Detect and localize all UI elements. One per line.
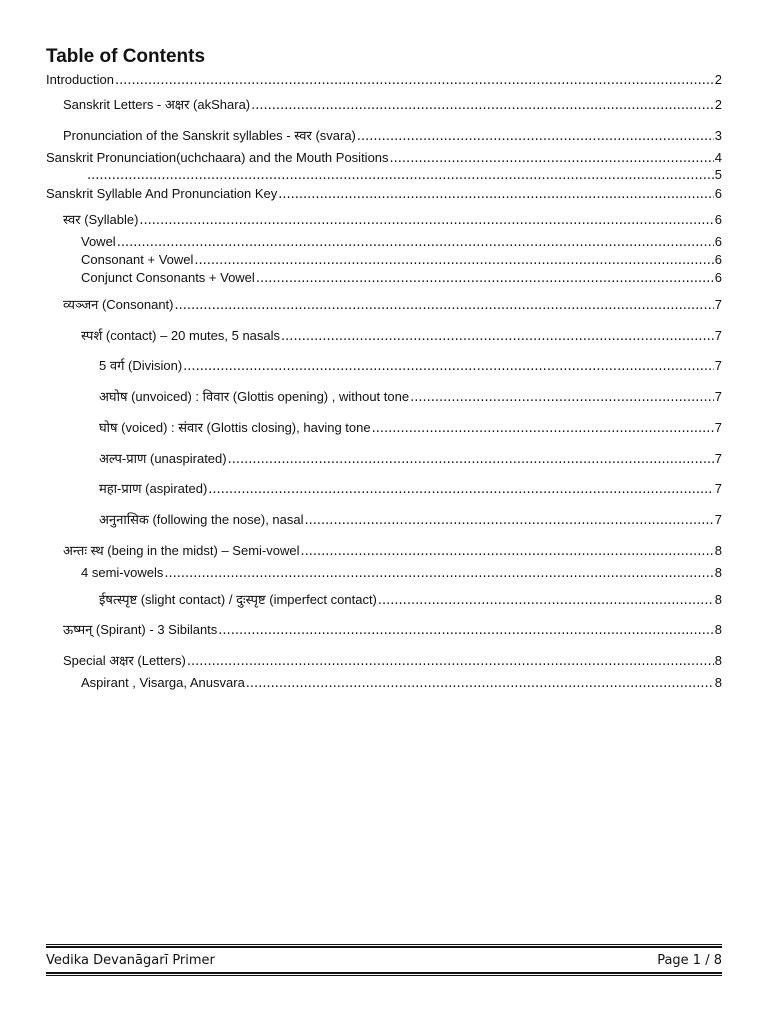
toc-entry-maha-prana[interactable] <box>0 481 722 496</box>
toc-page-number: 7 <box>714 297 722 312</box>
toc-entry-aghosha-unvoiced[interactable] <box>0 389 722 404</box>
toc-page-number: 6 <box>714 234 722 249</box>
toc-entry-label: स्पर्श (contact) – 20 mutes, 5 nasals <box>81 328 281 343</box>
toc-entry-label: ईषत्स्पृष्ट (slight contact) / दुःस्पृष्ट (imperfect contact) <box>99 592 377 607</box>
toc-page-number: 7 <box>714 328 722 343</box>
toc-entry-label: Sanskrit Pronunciation(uchchaara) and the Mouth Positions <box>46 150 389 165</box>
toc-page-number: 8 <box>714 543 722 558</box>
toc-entry-label: Aspirant , Visarga, Anusvara <box>81 675 245 690</box>
toc-entry-label: Consonant + Vowel <box>81 252 194 267</box>
toc-entry-special-letters[interactable] <box>0 653 722 668</box>
dot-leader <box>246 676 714 691</box>
toc-entry-sparsha-contact[interactable] <box>0 328 722 343</box>
toc-entry-pronunciation-mouth-positions[interactable] <box>0 150 722 165</box>
toc-page-number: 2 <box>714 72 722 87</box>
toc-entry-vowel[interactable] <box>0 234 722 249</box>
toc-entry-label: अन्तः स्थ (being in the midst) – Semi-vowel <box>63 543 300 558</box>
dot-leader <box>372 421 714 436</box>
toc-page-number: 3 <box>714 128 722 143</box>
toc-page-number: 6 <box>714 186 722 201</box>
toc-entry-consonant-vowel[interactable] <box>0 252 722 267</box>
footer-bottom-rule <box>46 972 722 976</box>
toc-page-number: 8 <box>714 592 722 607</box>
toc-entry-label: Special अक्षर (Letters) <box>63 653 186 668</box>
dot-leader <box>278 187 714 202</box>
toc-page-number: 7 <box>714 358 722 373</box>
dot-leader <box>183 359 714 374</box>
toc-entry-aspirant-visarga-anusvara[interactable] <box>0 675 722 690</box>
toc-entry-label: Sanskrit Letters - अक्षर (akShara) <box>63 97 251 112</box>
toc-entry-label: ऊष्मन् (Spirant) - 3 Sibilants <box>63 622 218 637</box>
toc-entry-label: स्वर (Syllable) <box>63 212 139 227</box>
toc-entry-anunasika-nasal[interactable] <box>0 512 722 527</box>
toc-page-number: 5 <box>714 167 722 182</box>
dot-leader <box>357 129 714 144</box>
dot-leader <box>175 298 714 313</box>
toc-entry-label: महा-प्राण (aspirated) <box>99 481 208 496</box>
dot-leader <box>139 213 713 228</box>
toc-entry-syllable-pronunciation-key[interactable] <box>0 186 722 201</box>
toc-entry-sanskrit-letters[interactable] <box>0 97 722 112</box>
dot-leader <box>410 390 714 405</box>
toc-entry-ishat-sprishta[interactable] <box>0 592 722 607</box>
footer-top-rule <box>46 944 722 948</box>
toc-entry-conjunct-consonants-vowel[interactable] <box>0 270 722 285</box>
toc-entry-untitled[interactable] <box>0 167 722 182</box>
toc-entry-antahstha-semivowel[interactable] <box>0 543 722 558</box>
dot-leader <box>256 271 714 286</box>
toc-page-number: 4 <box>714 150 722 165</box>
footer-page-indicator: Page 1 / 8 <box>657 953 722 968</box>
toc-page-number: 7 <box>714 481 722 496</box>
dot-leader <box>378 593 714 608</box>
toc-entry-four-semivowels[interactable] <box>0 565 722 580</box>
toc-page-number: 7 <box>714 389 722 404</box>
dot-leader <box>115 73 714 88</box>
toc-entry-label: Sanskrit Syllable And Pronunciation Key <box>46 186 278 201</box>
toc-page-number: 7 <box>714 451 722 466</box>
page-title: Table of Contents <box>46 46 206 67</box>
page-footer <box>46 953 722 969</box>
dot-leader <box>390 151 714 166</box>
toc-page-number: 8 <box>714 565 722 580</box>
toc-entry-label: Conjunct Consonants + Vowel <box>81 270 255 285</box>
footer-document-title: Vedika Devanāgarī Primer <box>46 953 215 968</box>
toc-page-number: 8 <box>714 653 722 668</box>
toc-entry-label: Vowel <box>81 234 116 249</box>
dot-leader <box>117 235 714 250</box>
dot-leader <box>301 544 714 559</box>
dot-leader <box>164 566 713 581</box>
toc-page-number: 7 <box>714 512 722 527</box>
toc-entry-introduction[interactable] <box>0 72 722 87</box>
dot-leader <box>208 482 713 497</box>
toc-page-number: 6 <box>714 270 722 285</box>
toc-entry-label: 4 semi-vowels <box>81 565 164 580</box>
dot-leader <box>194 253 713 268</box>
toc-entry-label: Pronunciation of the Sanskrit syllables - स्वर (svara) <box>63 128 356 143</box>
toc-entry-label: 5 वर्ग (Division) <box>99 358 183 373</box>
toc-entry-svara-syllable[interactable] <box>0 212 722 227</box>
dot-leader <box>228 452 714 467</box>
toc-entry-label: अल्प-प्राण (unaspirated) <box>99 451 227 466</box>
toc-page-number: 2 <box>714 97 722 112</box>
dot-leader <box>305 513 714 528</box>
toc-entry-pronunciation-syllables[interactable] <box>0 128 722 143</box>
toc-page-number: 7 <box>714 420 722 435</box>
toc-entry-ghosha-voiced[interactable] <box>0 420 722 435</box>
dot-leader <box>218 623 713 638</box>
dot-leader <box>281 329 714 344</box>
toc-page-number: 6 <box>714 212 722 227</box>
dot-leader <box>87 168 714 183</box>
toc-entry-alpa-prana[interactable] <box>0 451 722 466</box>
toc-page-number: 8 <box>714 622 722 637</box>
dot-leader <box>187 654 714 669</box>
dot-leader <box>251 98 714 113</box>
toc-entry-label: Introduction <box>46 72 114 87</box>
toc-page-number: 6 <box>714 252 722 267</box>
toc-entry-ushman-spirant[interactable] <box>0 622 722 637</box>
toc-entry-label: अनुनासिक (following the nose), nasal <box>99 512 304 527</box>
toc-entry-vyanjana-consonant[interactable] <box>0 297 722 312</box>
toc-entry-label: घोष (voiced) : संवार (Glottis closing), having tone <box>99 420 371 435</box>
toc-entry-varga-division[interactable] <box>0 358 722 373</box>
toc-entry-label: व्यञ्जन (Consonant) <box>63 297 174 312</box>
toc-page-number: 8 <box>714 675 722 690</box>
toc-entry-label: अघोष (unvoiced) : विवार (Glottis opening) , without tone <box>99 389 410 404</box>
